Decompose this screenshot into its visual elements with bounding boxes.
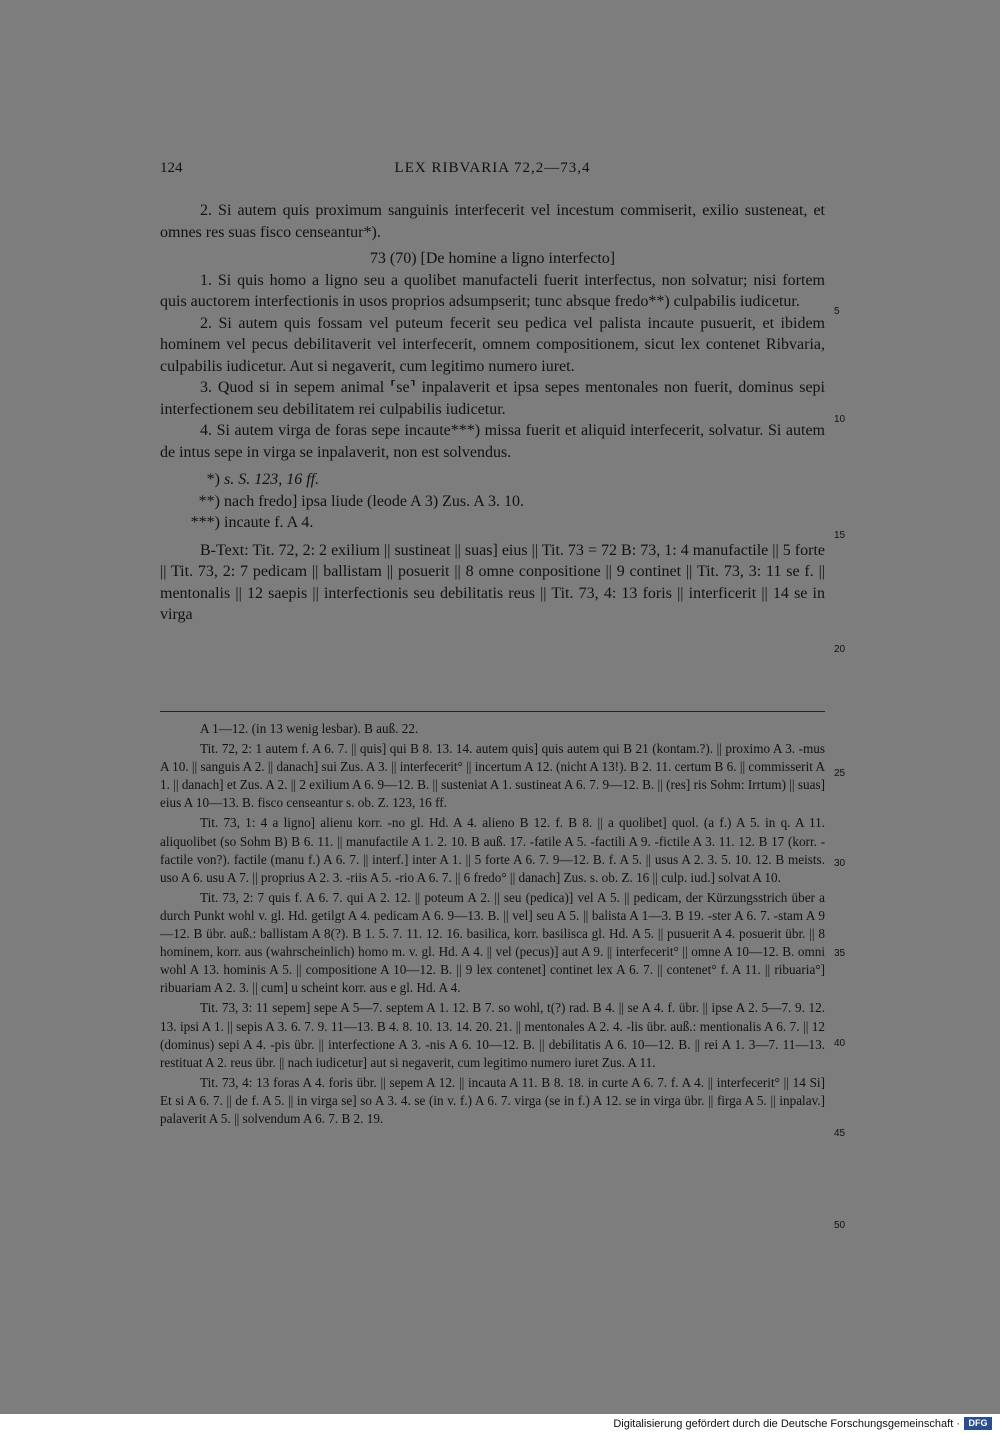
line-number: 35 <box>834 948 846 959</box>
apparatus-entry: Tit. 72, 2: 1 autem f. A 6. 7. || quis] qui B 8. 13. 14. autem quis] quis autem qui B 21 (kontam.?). || proximo A 3. -mus A 10. || sanguis A 2. || danach] sui Zus. A 3. || interfecerit° || incertum A 12. (nicht A 13!). B 2. 11. certum B 6. || commisserit A 1. || danach] et Zus. A 2. || 2 exilium A 6. 9—12. B. || susteniat A 1. sustineat A 6. 7. 9—12. B. || (res] ris Sohm: Irrtum) || suas] eius A 10—13. B. fisco censeantur s. ob. Z. 123, 16 ff. <box>160 741 825 811</box>
line-number: 10 <box>834 414 846 425</box>
footnote: ***) incaute f. A 4. <box>190 514 314 531</box>
running-header <box>160 160 825 182</box>
paragraph-73-2: 2. Si autem quis fossam vel puteum fecerit seu pedica vel palista incaute pusuerit, et ibidem hominem vel pecus debilitaverit vel interfecerit, omnem compositionem, sicut lex contenet Ribvaria, culpabilis iudicetur. Aut si negaverit, cum legitimo numero iuret. <box>160 314 825 375</box>
paragraph-73-4: 4. Si autem virga de foras sepe incaute***) missa fuerit et aliquid interfecerit, solvatur. Si autem de intus sepe in virga se inpalaverit, non est solvendus. <box>160 422 825 461</box>
line-number: 40 <box>834 1038 846 1049</box>
paragraph-73-1: 1. Si quis homo a ligno seu a quolibet manufacteli fuerit interfectus, non solvatur; nisi fortem quis auctorem interfectionis in usos proprios adsumpserit; tunc absque fredo**) culpabilis iudicetur. <box>160 271 825 310</box>
apparatus-entry: Tit. 73, 3: 11 sepem] sepe A 5—7. septem A 1. 12. B 7. so wohl, t(?) rad. B 4. || se A 4. f. übr. || ipse A 2. 5—7. 9. 12. 13. ipsi A 1. || sepis A 3. 6. 7. 9. 11—13. B 4. 8. 10. 13. 14. 20. 21. || mentonales A 2. 4. -lis übr. auß.: mentionalis A 6. 7. || 12 (dominus) sepi A 4. -pis übr. || interfectione A 3. -nis A 6. 10—12. B. || debilitatis A 6. 10—12. B. || rei A 1. 3—7. 11—13. restituat A 2. reus übr. || nach iudicetur] aut si negaverit, cum legitimo numero iuret Zus. A 11. <box>160 1000 825 1070</box>
running-title: LEX RIBVARIA 72,2—73,4 <box>394 160 591 176</box>
apparatus-entry: Tit. 73, 4: 13 foras A 4. foris übr. || sepem A 12. || incauta A 11. B 8. 18. in curte A 6. 7. f. A 4. || interfecerit° || 14 Si] Et si A 6. 7. || de f. A 5. || in virga se] so A 3. 4. se (in v. f.) A 6. 7. virga (se in f.) A 12. se in virga übr. || firga A 5. || inpalav.] palaverit A 5. || solvendum A 6. 7. B 2. 19. <box>160 1074 825 1126</box>
footnotes <box>160 469 825 534</box>
paragraph-73-3: 3. Quod si in sepem animal ⸢se⸣ inpalaverit et ipsa sepes mentonales non fuerit, dominus sepi interfectionem seu debilitatem rei culpabilis iudicetur. <box>160 379 825 418</box>
paragraph-72-2: 2. Si autem quis proximum sanguinis interfecerit vel incestum commiserit, exilio susteneat, et omnes res suas fisco censeantur*). <box>160 202 825 241</box>
footnote: **) nach fredo] ipsa liude (leode A 3) Zus. A 3. 10. <box>198 492 524 510</box>
b-text: B-Text: Tit. 72, 2: 2 exilium || sustineat || suas] eius || Tit. 73 = 72 B: 73, 1: 4 manufactile || 5 forte || Tit. 73, 2: 7 pedicam || ballistam || posuerit || 8 omne conpositione || 9 continet || Tit. 73, 3: 11 se f. || mentonalis || 12 saepis || interfectionis seu debilitatis reus || Tit. 73, 4: 13 foris || interficerit || 14 se in virga <box>160 541 825 623</box>
line-number: 50 <box>834 1220 846 1231</box>
line-number: 15 <box>834 530 846 541</box>
title-73: 73 (70) [De homine a ligno interfecto] <box>369 250 616 267</box>
line-number: 25 <box>834 768 846 779</box>
divider-rule <box>160 711 825 712</box>
critical-apparatus <box>160 720 825 1128</box>
funding-notice: Digitalisierung gefördert durch die Deutsche Forschungsgemeinschaft · <box>613 1418 960 1430</box>
apparatus-entry: Tit. 73, 1: 4 a ligno] alienu korr. -no gl. Hd. A 4. alieno B 12. f. B 8. || a quolibet] quol. (a f.) A 5. in q. A 11. aliquolibet (so Sohm B) B 6. 11. || manufactile A 1. 2. 10. B auß. 17. -fatile A 5. -factili A 9. -fictile A 3. 11. 12. B 17 (korr. -factile von?). factile (manu f.) A 6. 7. || interf.] inter A 1. || 5 forte A 6. 7. 9—12. B. f. A 5. || usus A 2. 3. 5. 10. 12. B meists. uso A 6. usu A 7. || proprius A 2. 3. -riis A 5. -rio A 6. 7. || 6 fredo° || danach] Zus. s. ob. Z. 16 || culp. iud.] solvat A 10. <box>160 815 825 885</box>
page-number: 124 <box>160 160 183 176</box>
apparatus-entry: Tit. 73, 2: 7 quis f. A 6. 7. qui A 2. 12. || poteum A 2. || seu (pedica)] vel A 5. || pedicam, der Kürzungsstrich über a durch Punkt wohl v. gl. Hd. getilgt A 4. pedicam A 6. 9—13. B. || vel] seu A 5. || balista A 1—3. B 19. -ster A 6. 7. -stam A 9—12. B übr. auß.: ballistam A 8(?). B 1. 5. 7. 11. 12. 16. basilica, korr. basilisca gl. Hd. A 5. || pusuerit A 4. posuerit übr. || 8 hominem, korr. aus (wahrscheinlich) homo m. v. gl. Hd. A 4. || vel (pecus)] aut A 9. || interfecerit° || omne A 10—12. B. omni wohl A 13. hominis A 5. || compositione A 10—12. B. || 9 lex contenet] continet lex A 6. 7. || contenet° f. A 11. || ribuaria°] ribuariam A 2. 3. || cum] u scheint korr. aus e gl. Hd. A 4. <box>160 889 825 996</box>
apparatus-entry: A 1—12. (in 13 wenig lesbar). B auß. 22. <box>200 721 419 736</box>
line-number: 5 <box>834 306 840 317</box>
line-number: 30 <box>834 858 846 869</box>
footer-bar <box>0 1414 1000 1434</box>
main-text <box>160 200 825 626</box>
line-number: 20 <box>834 644 846 655</box>
dfg-logo-icon: DFG <box>964 1417 992 1430</box>
line-number: 45 <box>834 1128 846 1139</box>
footnote: *) s. S. 123, 16 ff. <box>206 471 320 488</box>
